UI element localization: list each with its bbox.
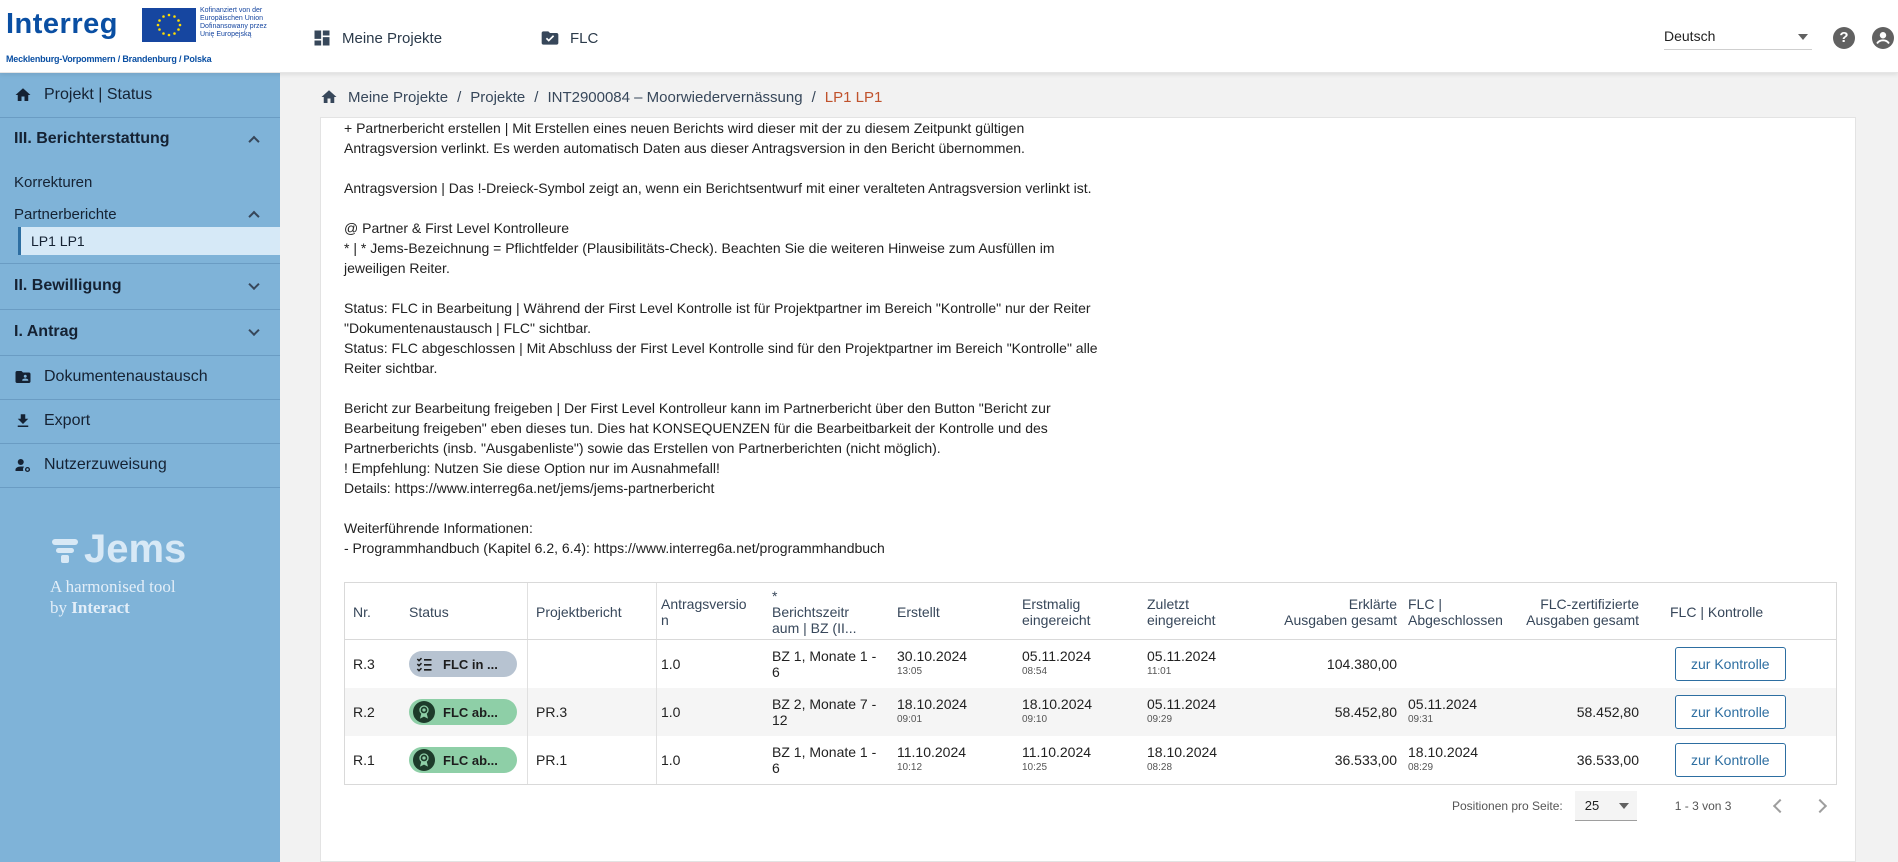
column-divider: [656, 640, 657, 688]
chevron-down-icon: [1798, 34, 1808, 40]
cell-flc-certified: 58.452,80: [1576, 704, 1639, 720]
column-divider: [527, 688, 528, 736]
info-paragraph: Bericht zur Bearbeitung freigeben | Der First Level Kontrolleur kann im Partnerbericht über den Button "Bericht zur Bearbeitung freigeben" eben dieses tun. Dies hat KONSEQUENZEN für die Bearbeitbarkeit der Kontrolle und des Partnerberichts (insb. "Ausgabenliste") sowie das Erstellen von Partnerberichten (nicht möglich). ! Empfehlung: Nutzen Sie diese Option nur im Ausnahmefall! Details: https://www.interreg6a.net/jems/jems-partnerbericht: [344, 400, 1051, 496]
col-header-reporting-period[interactable]: * Berichtszeitr aum | BZ (II...: [772, 587, 857, 636]
nav-flc-label: FLC: [570, 29, 599, 47]
cell-reporting-period: BZ 1, Monate 1 - 6: [772, 744, 877, 776]
breadcrumb: [320, 86, 882, 108]
sidebar-section-label: I. Antrag: [14, 323, 79, 340]
info-paragraph: + Partnerbericht erstellen | Mit Erstellen eines neuen Berichts wird dieser mit der zu diesem Zeitpunkt gültigen Antragsversion verlinkt. Es werden automatisch Daten aus dieser Antragsversion in den Bericht übernommen.: [344, 120, 1025, 156]
cell-nr: R.3: [353, 656, 375, 672]
sidebar-item-label: Projekt | Status: [44, 86, 153, 103]
sidebar-section-label: II. Bewilligung: [14, 277, 122, 294]
sidebar-section-reporting[interactable]: [0, 117, 280, 161]
info-paragraph: @ Partner & First Level Kontrolleure * | * Jems-Bezeichnung = Pflichtfelder (Plausibilitäts-Check). Beachten Sie die weiteren Hinweise zum Ausfüllen im jeweiligen Reiter.: [344, 220, 1055, 276]
cell-reporting-period: BZ 2, Monate 7 - 12: [772, 696, 877, 728]
info-paragraph: Antragsversion | Das !-Dreieck-Symbol zeigt an, wenn ein Berichtsentwurf mit einer veralteten Antragsversion verlinkt ist.: [344, 180, 1092, 196]
table-row[interactable]: [345, 688, 1836, 736]
status-badge: [409, 747, 517, 773]
info-paragraph: Status: FLC in Bearbeitung | Während der First Level Kontrolle ist für Projektpartner im Bereich "Kontrolle" nur der Reiter "Dokumentenaustausch | FLC" sichtbar. Status: FLC abgeschlossen | Mit Abschluss der First Level Kontrolle sind für den Projektpartner im Bereich "Kontrolle" alle Reiter sichtbar.: [344, 300, 1098, 376]
sidebar-item-label: Korrekturen: [14, 173, 93, 191]
logo-subtitle: Mecklenburg-Vorpommern / Brandenburg / Polska: [6, 54, 212, 64]
breadcrumb-separator: /: [811, 88, 816, 106]
sidebar-item-lp1-report[interactable]: LP1 LP1: [18, 227, 280, 255]
col-header-declared-expenses[interactable]: Erklärte Ausgaben gesamt: [1284, 595, 1397, 628]
breadcrumb-item[interactable]: Projekte: [470, 88, 526, 106]
eu-flag-icon: [142, 8, 196, 42]
cell-reporting-period: BZ 1, Monate 1 - 6: [772, 648, 877, 680]
cell-application-version: 1.0: [661, 752, 681, 768]
main-card: [320, 117, 1856, 862]
col-header-flc-completed[interactable]: FLC | Abgeschlossen: [1408, 595, 1503, 628]
chevron-down-icon: [248, 325, 259, 336]
folder-shared-icon: [14, 368, 32, 386]
sidebar-item-label: Nutzerzuweisung: [44, 456, 167, 473]
column-divider: [527, 736, 528, 784]
jems-logo-icon: [50, 535, 80, 565]
logo-wordmark: Interreg: [6, 8, 118, 40]
col-header-flc-certified[interactable]: FLC-zertifizierte Ausgaben gesamt: [1526, 595, 1639, 628]
sidebar-section-approval[interactable]: [0, 263, 280, 309]
cell-nr: R.1: [353, 752, 375, 768]
breadcrumb-item[interactable]: INT2900084 – Moorwiedervernässung: [547, 88, 803, 106]
col-header-flc-control[interactable]: FLC | Kontrolle: [1670, 603, 1764, 620]
table-row[interactable]: [345, 736, 1836, 784]
page-size-select[interactable]: [1575, 791, 1637, 821]
cell-flc-certified: 36.533,00: [1576, 752, 1639, 768]
col-header-project-report[interactable]: Projektbericht: [536, 603, 622, 620]
cell-declared-expenses: 36.533,00: [1334, 752, 1397, 768]
language-value: Deutsch: [1664, 28, 1716, 44]
award-icon: [413, 749, 435, 771]
to-control-button[interactable]: zur Kontrolle: [1675, 695, 1786, 729]
table-row[interactable]: [345, 640, 1836, 688]
sidebar-item-label: Partnerberichte: [14, 205, 117, 223]
column-divider: [656, 583, 657, 639]
cell-flc-completed: 05.11.2024 09:31: [1408, 696, 1478, 725]
jems-wordmark: Jems: [50, 527, 186, 572]
nav-my-projects-label: Meine Projekte: [342, 29, 443, 47]
chevron-down-icon: [1619, 803, 1629, 809]
table-header: [345, 583, 1836, 640]
sidebar: [0, 73, 280, 862]
column-divider: [527, 583, 528, 639]
info-paragraph: Weiterführende Informationen: - Programmhandbuch (Kapitel 6.2, 6.4): https://www.interreg6a.net/programmhandbuch: [344, 520, 885, 556]
sidebar-item-documents[interactable]: [0, 355, 280, 399]
sidebar-item-export[interactable]: [0, 399, 280, 443]
cell-last-submitted: 18.10.2024 08:28: [1147, 744, 1218, 773]
help-icon[interactable]: ?: [1833, 27, 1855, 49]
breadcrumb-current: LP1 LP1: [824, 88, 883, 106]
status-badge: [409, 651, 517, 677]
cell-created: 30.10.2024 13:05: [897, 648, 968, 677]
language-select[interactable]: [1664, 28, 1812, 50]
to-control-button[interactable]: zur Kontrolle: [1675, 647, 1786, 681]
download-icon: [14, 412, 32, 430]
chevron-up-icon: [248, 136, 259, 147]
cell-nr: R.2: [353, 704, 375, 720]
eu-cofunding-text: Kofinanziert von der Europäischen Union Dofinansowany przez Unię Europejską: [200, 7, 267, 38]
column-divider: [656, 688, 657, 736]
page-range: 1 - 3 von 3: [1674, 799, 1732, 813]
nav-my-projects[interactable]: [312, 26, 442, 50]
sidebar-section-label: III. Berichterstattung: [14, 130, 170, 147]
user-settings-icon: [14, 456, 32, 474]
cell-created: 18.10.2024 09:01: [897, 696, 968, 725]
col-header-application-version[interactable]: Antragsversio n: [661, 595, 747, 628]
status-label: FLC in ...: [443, 656, 498, 672]
home-icon: [14, 86, 32, 104]
jems-tagline: A harmonised tool by Interact: [50, 577, 176, 617]
cell-declared-expenses: 58.452,80: [1334, 704, 1397, 720]
cell-application-version: 1.0: [661, 704, 681, 720]
cell-flc-control: [1675, 640, 1786, 688]
column-divider: [656, 736, 657, 784]
chevron-up-icon: [248, 211, 259, 222]
sidebar-item-corrections[interactable]: [0, 165, 280, 199]
cell-first-submitted: 05.11.2024 08:54: [1022, 648, 1092, 677]
previous-page-icon[interactable]: [1773, 799, 1787, 813]
dashboard-icon: [312, 28, 332, 48]
info-text: [344, 118, 1144, 558]
cell-project-report: PR.1: [536, 752, 568, 768]
to-control-button[interactable]: zur Kontrolle: [1675, 743, 1786, 777]
status-label: FLC ab...: [443, 704, 498, 720]
account-icon[interactable]: [1872, 27, 1894, 49]
cell-first-submitted: 18.10.2024 09:10: [1022, 696, 1093, 725]
breadcrumb-separator: /: [457, 88, 462, 106]
home-icon[interactable]: [320, 88, 338, 106]
sidebar-section-application[interactable]: [0, 309, 280, 355]
col-header-last-submitted[interactable]: Zuletzt eingereicht: [1147, 595, 1216, 628]
cell-last-submitted: 05.11.2024 09:29: [1147, 696, 1217, 725]
app-header: [0, 0, 1898, 73]
paginator: [1452, 788, 1825, 824]
cell-last-submitted: 05.11.2024 11:01: [1147, 648, 1217, 677]
sidebar-item-user-assignment[interactable]: [0, 443, 280, 487]
cell-created: 11.10.2024 10:12: [897, 744, 967, 773]
col-header-created[interactable]: Erstellt: [897, 603, 940, 620]
partner-reports-table: [344, 582, 1837, 785]
chevron-down-icon: [248, 279, 259, 290]
sidebar-item-label: Dokumentenaustausch: [44, 368, 208, 385]
award-icon: [413, 701, 435, 723]
cell-flc-completed: 18.10.2024 08:29: [1408, 744, 1479, 773]
cell-flc-certified: [1495, 640, 1639, 688]
sidebar-item-label: Export: [44, 412, 91, 429]
cell-first-submitted: 11.10.2024 10:25: [1022, 744, 1092, 773]
cell-flc-control: [1675, 736, 1786, 784]
breadcrumb-item[interactable]: Meine Projekte: [348, 88, 449, 106]
cell-declared-expenses: 104.380,00: [1326, 656, 1397, 672]
folder-check-icon: [540, 28, 560, 48]
col-header-status[interactable]: Status: [409, 603, 449, 620]
col-header-nr[interactable]: Nr.: [353, 603, 371, 620]
column-divider: [527, 640, 528, 688]
status-label: FLC ab...: [443, 752, 498, 768]
sidebar-item-project-status[interactable]: [0, 73, 280, 117]
checklist-icon: [413, 653, 435, 675]
jems-logo: [50, 527, 186, 618]
col-header-first-submitted[interactable]: Erstmalig eingereicht: [1022, 595, 1091, 628]
cell-flc-control: [1675, 688, 1786, 736]
cell-project-report: PR.3: [536, 704, 568, 720]
next-page-icon[interactable]: [1813, 799, 1827, 813]
page-size-label: Positionen pro Seite:: [1452, 799, 1563, 813]
page-size-value: 25: [1584, 798, 1600, 813]
status-badge: [409, 699, 517, 725]
sidebar-item-partner-reports[interactable]: [0, 197, 280, 231]
cell-status: [409, 688, 517, 736]
cell-status: [409, 640, 517, 688]
divider: [0, 487, 280, 488]
cell-status: [409, 736, 517, 784]
cell-application-version: 1.0: [661, 656, 681, 672]
nav-flc[interactable]: [540, 26, 598, 50]
breadcrumb-separator: /: [534, 88, 539, 106]
interreg-logo[interactable]: [6, 4, 276, 70]
